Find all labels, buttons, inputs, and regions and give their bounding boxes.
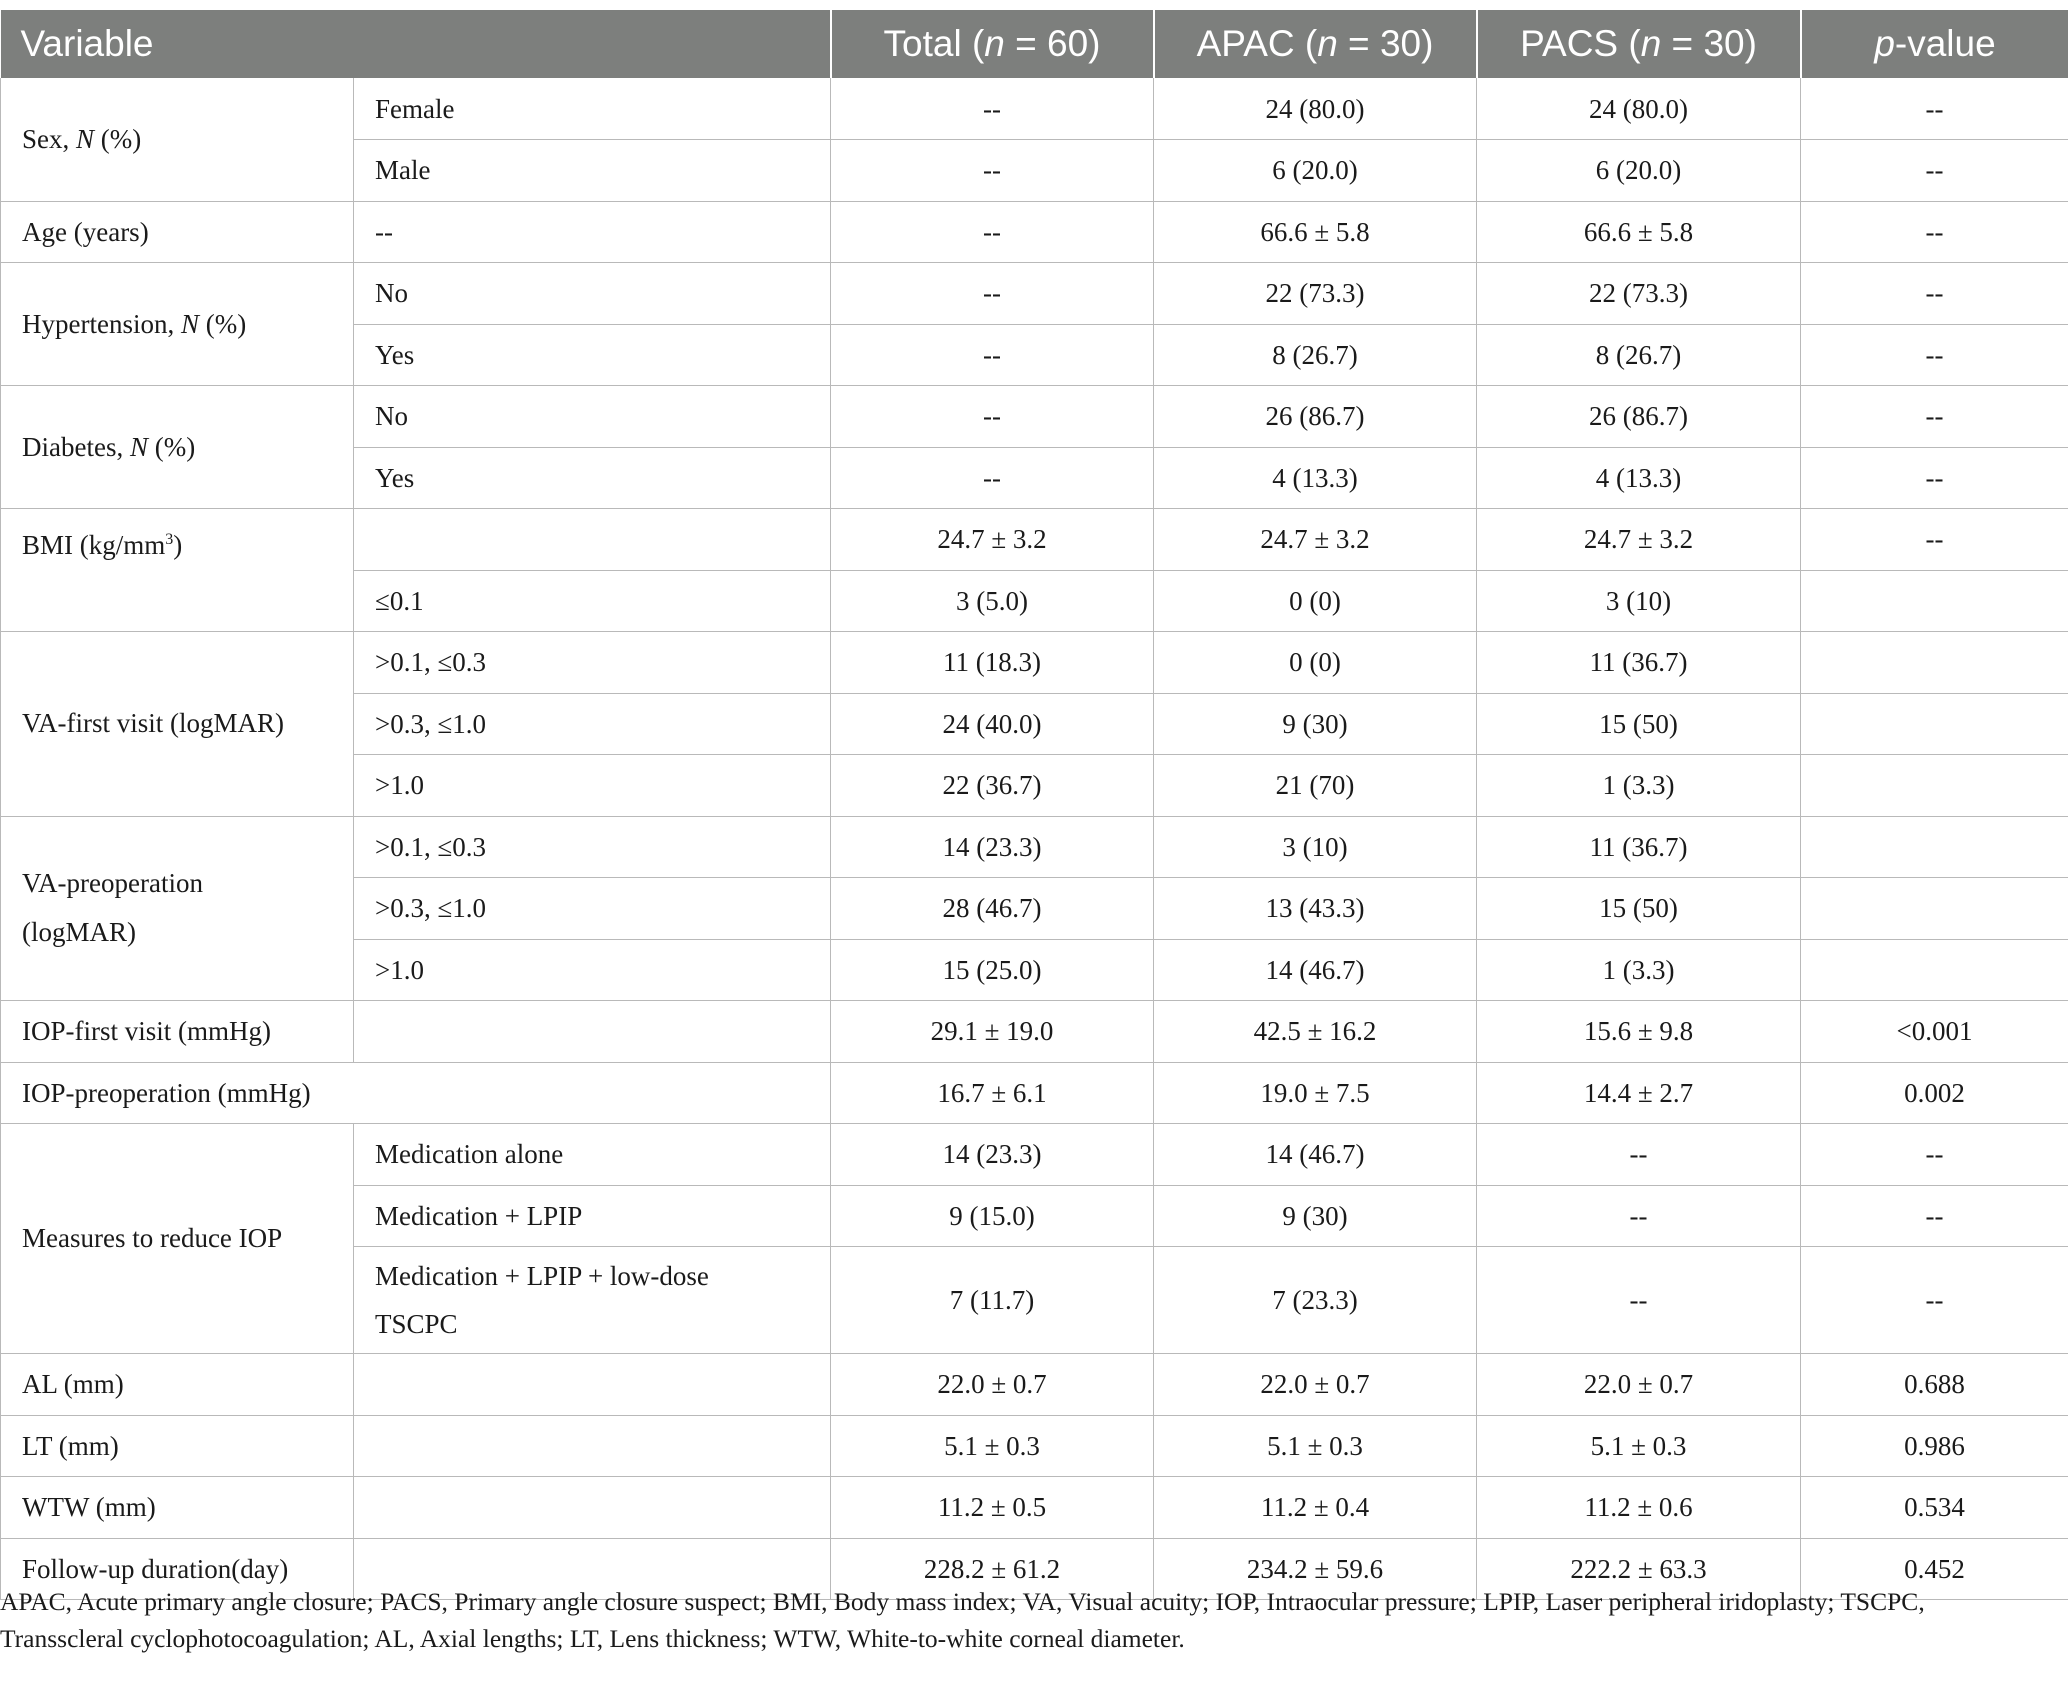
cell-apac: 0 (0) (1154, 570, 1477, 632)
cell-total: 14 (23.3) (831, 816, 1154, 878)
row-label-va-first-visit: VA-first visit (logMAR) (1, 632, 354, 817)
cell-pacs: -- (1477, 1124, 1801, 1186)
cell-total: 14 (23.3) (831, 1124, 1154, 1186)
row-label-hypertension: Hypertension, N (%) (1, 263, 354, 386)
cell-apac: 0 (0) (1154, 632, 1477, 694)
cell-total: 228.2 ± 61.2 (831, 1538, 1154, 1600)
cell-pacs: 15 (50) (1477, 693, 1801, 755)
cell-pacs: 11 (36.7) (1477, 632, 1801, 694)
sub-label: Yes (354, 447, 831, 509)
cell-apac: 234.2 ± 59.6 (1154, 1538, 1477, 1600)
sub-label: -- (354, 201, 831, 263)
sub-label: ≤0.1 (354, 570, 831, 632)
table-header-row (1, 10, 2068, 78)
cell-apac: 24 (80.0) (1154, 78, 1477, 140)
table-footnote: APAC, Acute primary angle closure; PACS, Primary angle closure suspect; BMI, Body mass index; VA, Visual acuity; IOP, Intraocular pressure; LPIP, Laser peripheral iridoplasty; TSCPC, Transscleral cyclophotocoagulation; AL, Axial lengths; LT, Lens thickness; WTW, White-to-white corneal diameter. (0, 1587, 1925, 1653)
cell-apac: 8 (26.7) (1154, 324, 1477, 386)
sub-label (354, 1001, 831, 1063)
cell-total: -- (831, 447, 1154, 509)
sub-label: >0.3, ≤1.0 (354, 693, 831, 755)
cell-apac: 7 (23.3) (1154, 1247, 1477, 1354)
cell-p-value (1801, 570, 2068, 632)
header-apac: APAC (n = 30) (1154, 10, 1477, 78)
cell-apac: 22 (73.3) (1154, 263, 1477, 325)
cell-total: 15 (25.0) (831, 939, 1154, 1001)
sub-label: No (354, 386, 831, 448)
cell-pacs: 14.4 ± 2.7 (1477, 1062, 1801, 1124)
table-row (1, 78, 2068, 140)
row-label-sex: Sex, N (%) (1, 78, 354, 201)
sub-label (354, 1415, 831, 1477)
row-label-al: AL (mm) (1, 1354, 354, 1416)
table-row (1, 1354, 2068, 1416)
cell-p-value (1801, 878, 2068, 940)
sub-label: Medication + LPIP + low-dose TSCPC (354, 1247, 831, 1354)
cell-pacs: -- (1477, 1185, 1801, 1247)
cell-p-value: -- (1801, 509, 2068, 571)
cell-pacs: 22 (73.3) (1477, 263, 1801, 325)
row-label-diabetes: Diabetes, N (%) (1, 386, 354, 509)
cell-total: 11 (18.3) (831, 632, 1154, 694)
sub-label: >1.0 (354, 755, 831, 817)
cell-apac: 19.0 ± 7.5 (1154, 1062, 1477, 1124)
cell-total: 24 (40.0) (831, 693, 1154, 755)
header-pacs: PACS (n = 30) (1477, 10, 1801, 78)
baseline-characteristics-table (0, 10, 2068, 1600)
cell-apac: 6 (20.0) (1154, 140, 1477, 202)
sub-label: Medication + LPIP (354, 1185, 831, 1247)
cell-p-value (1801, 939, 2068, 1001)
cell-pacs: 8 (26.7) (1477, 324, 1801, 386)
cell-total: -- (831, 324, 1154, 386)
row-label-follow-up: Follow-up duration(day) (1, 1538, 354, 1600)
cell-apac: 66.6 ± 5.8 (1154, 201, 1477, 263)
cell-p-value: -- (1801, 201, 2068, 263)
cell-total: 3 (5.0) (831, 570, 1154, 632)
cell-apac: 22.0 ± 0.7 (1154, 1354, 1477, 1416)
sub-label (354, 1477, 831, 1539)
cell-total: 9 (15.0) (831, 1185, 1154, 1247)
cell-apac: 21 (70) (1154, 755, 1477, 817)
sub-label: >0.1, ≤0.3 (354, 816, 831, 878)
cell-pacs: 4 (13.3) (1477, 447, 1801, 509)
sub-label: >0.1, ≤0.3 (354, 632, 831, 694)
sub-label: Yes (354, 324, 831, 386)
sub-label (354, 1354, 831, 1416)
table-row (1, 1062, 2068, 1124)
cell-total: 24.7 ± 3.2 (831, 509, 1154, 571)
cell-p-value: 0.688 (1801, 1354, 2068, 1416)
cell-apac: 9 (30) (1154, 1185, 1477, 1247)
cell-p-value: 0.002 (1801, 1062, 2068, 1124)
cell-pacs: 24 (80.0) (1477, 78, 1801, 140)
cell-pacs: 11 (36.7) (1477, 816, 1801, 878)
cell-total: 22 (36.7) (831, 755, 1154, 817)
sub-label (354, 509, 831, 571)
cell-pacs: 222.2 ± 63.3 (1477, 1538, 1801, 1600)
cell-p-value: 0.986 (1801, 1415, 2068, 1477)
cell-pacs: 5.1 ± 0.3 (1477, 1415, 1801, 1477)
table-row (1, 1001, 2068, 1063)
table-row (1, 386, 2068, 448)
cell-total: -- (831, 78, 1154, 140)
cell-pacs: 3 (10) (1477, 570, 1801, 632)
row-label-age: Age (years) (1, 201, 354, 263)
cell-pacs: 11.2 ± 0.6 (1477, 1477, 1801, 1539)
cell-p-value: -- (1801, 263, 2068, 325)
cell-total: -- (831, 201, 1154, 263)
cell-p-value: <0.001 (1801, 1001, 2068, 1063)
cell-p-value: 0.452 (1801, 1538, 2068, 1600)
sub-label: Female (354, 78, 831, 140)
cell-pacs: 66.6 ± 5.8 (1477, 201, 1801, 263)
cell-p-value (1801, 816, 2068, 878)
cell-total: 16.7 ± 6.1 (831, 1062, 1154, 1124)
cell-p-value: -- (1801, 1185, 2068, 1247)
row-label-measures: Measures to reduce IOP (1, 1124, 354, 1354)
cell-total: 5.1 ± 0.3 (831, 1415, 1154, 1477)
cell-pacs: 1 (3.3) (1477, 939, 1801, 1001)
cell-pacs: 26 (86.7) (1477, 386, 1801, 448)
row-label-lt: LT (mm) (1, 1415, 354, 1477)
cell-total: -- (831, 386, 1154, 448)
cell-apac: 13 (43.3) (1154, 878, 1477, 940)
cell-total: -- (831, 263, 1154, 325)
cell-apac: 9 (30) (1154, 693, 1477, 755)
cell-p-value: -- (1801, 1124, 2068, 1186)
cell-p-value (1801, 693, 2068, 755)
sub-label: Male (354, 140, 831, 202)
row-label-iop-first-visit: IOP-first visit (mmHg) (1, 1001, 354, 1063)
table-row (1, 1124, 2068, 1186)
cell-pacs: 6 (20.0) (1477, 140, 1801, 202)
cell-apac: 24.7 ± 3.2 (1154, 509, 1477, 571)
header-variable: Variable (1, 10, 831, 78)
header-p-value: p-value (1801, 10, 2068, 78)
table-row (1, 1415, 2068, 1477)
cell-apac: 42.5 ± 16.2 (1154, 1001, 1477, 1063)
sub-label: Medication alone (354, 1124, 831, 1186)
cell-pacs: -- (1477, 1247, 1801, 1354)
cell-apac: 3 (10) (1154, 816, 1477, 878)
row-label-wtw: WTW (mm) (1, 1477, 354, 1539)
cell-total: 28 (46.7) (831, 878, 1154, 940)
row-label-iop-preoperation: IOP-preoperation (mmHg) (1, 1062, 831, 1124)
table-row (1, 816, 2068, 878)
cell-apac: 26 (86.7) (1154, 386, 1477, 448)
cell-total: 22.0 ± 0.7 (831, 1354, 1154, 1416)
cell-apac: 14 (46.7) (1154, 939, 1477, 1001)
cell-total: 11.2 ± 0.5 (831, 1477, 1154, 1539)
row-label-bmi: BMI $(kg/mm^3)$ (1, 509, 354, 632)
table-row (1, 263, 2068, 325)
header-total: Total (n = 60) (831, 10, 1154, 78)
sub-label: >0.3, ≤1.0 (354, 878, 831, 940)
cell-p-value: -- (1801, 1247, 2068, 1354)
cell-pacs: 22.0 ± 0.7 (1477, 1354, 1801, 1416)
cell-total: -- (831, 140, 1154, 202)
table-row (1, 201, 2068, 263)
cell-p-value: -- (1801, 324, 2068, 386)
cell-pacs: 15 (50) (1477, 878, 1801, 940)
cell-apac: 4 (13.3) (1154, 447, 1477, 509)
cell-p-value: -- (1801, 140, 2068, 202)
cell-p-value (1801, 632, 2068, 694)
table-row (1, 1477, 2068, 1539)
sub-label: No (354, 263, 831, 325)
cell-p-value: 0.534 (1801, 1477, 2068, 1539)
table-row (1, 509, 2068, 571)
cell-pacs: 24.7 ± 3.2 (1477, 509, 1801, 571)
cell-p-value: -- (1801, 386, 2068, 448)
cell-apac: 5.1 ± 0.3 (1154, 1415, 1477, 1477)
cell-total: 7 (11.7) (831, 1247, 1154, 1354)
cell-p-value (1801, 755, 2068, 817)
table-row (1, 632, 2068, 694)
cell-total: 29.1 ± 19.0 (831, 1001, 1154, 1063)
cell-pacs: 1 (3.3) (1477, 755, 1801, 817)
row-label-va-preoperation: VA-preoperation (logMAR) (1, 816, 354, 1001)
cell-p-value: -- (1801, 78, 2068, 140)
cell-pacs: 15.6 ± 9.8 (1477, 1001, 1801, 1063)
cell-apac: 11.2 ± 0.4 (1154, 1477, 1477, 1539)
cell-p-value: -- (1801, 447, 2068, 509)
cell-apac: 14 (46.7) (1154, 1124, 1477, 1186)
sub-label: >1.0 (354, 939, 831, 1001)
